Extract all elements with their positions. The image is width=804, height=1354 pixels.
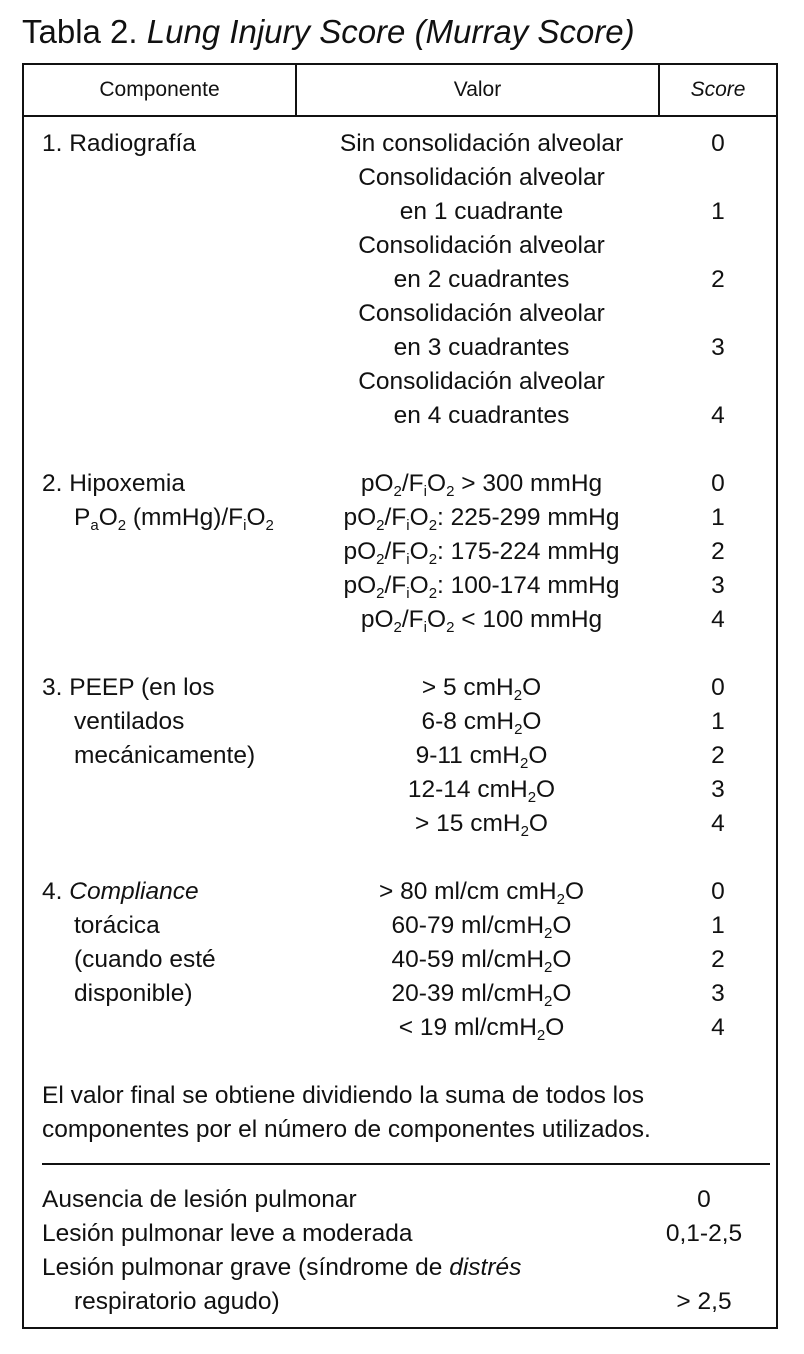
value-cell [309,603,654,637]
compliance-word: Compliance [69,878,199,905]
value-cell: Consolidación alveolar [358,368,605,395]
value-cell: Consolidación alveolar [358,300,605,327]
value-cell [309,569,654,603]
interpretation-value: > 2,5 [676,1288,732,1315]
component-compliance-line: (cuando esté [74,946,216,973]
value-cell [309,705,654,739]
score-cell: 0 [711,470,725,497]
interpretation-label: Ausencia de lesión pulmonar [42,1186,357,1213]
header-component: Componente [24,65,297,115]
table-header [24,65,776,117]
score-cell: 2 [711,266,725,293]
value-cell [309,501,654,535]
murray-score-table [22,63,778,1329]
note-line: componentes por el número de componentes utilizados. [42,1116,651,1143]
score-cell: 3 [711,572,725,599]
value-text: 12-14 cmH$_2$O [407,776,556,806]
score-cell: 3 [711,776,725,803]
interpretation-label-italic: distrés [449,1254,522,1281]
value-cell [309,875,654,909]
value-text: $pO_2/F_iO_2$: 225-299 mmHg [343,504,620,534]
value-cell: en 4 cuadrantes [393,402,570,429]
score-cell: 2 [711,538,725,565]
value-cell [309,467,654,501]
score-cell: 4 [711,1014,725,1041]
interpretation-label-cont: respiratorio agudo) [74,1288,280,1315]
score-cell: 4 [711,810,725,837]
interpretation-label: Lesión pulmonar leve a moderada [42,1220,413,1247]
compliance-number: 4. [42,878,70,905]
value-cell [309,739,654,773]
score-cell: 3 [711,334,725,361]
component-compliance-line: disponible) [74,980,193,1007]
component-radiography: 1. Radiografía [42,130,196,157]
interpretation-value: 0 [697,1186,711,1213]
value-cell [309,977,654,1011]
component-peep-line: ventilados [74,708,185,735]
score-cell: 0 [711,130,725,157]
value-cell [309,943,654,977]
score-cell: 2 [711,742,725,769]
score-cell: 3 [711,980,725,1007]
value-text: > 15 cmH$_2$O [415,810,548,840]
table-title-name: Lung Injury Score (Murray Score) [146,13,635,50]
value-cell: Consolidación alveolar [358,232,605,259]
value-text: $pO_2/F_iO_2 > 300$ mmHg [360,470,603,500]
value-cell [309,909,654,943]
header-score: Score [690,78,746,101]
value-text: $pO_2/F_iO_2$: 175-224 mmHg [343,538,620,568]
value-cell: Consolidación alveolar [358,164,605,191]
value-cell [309,807,654,841]
value-cell [309,773,654,807]
score-cell: 0 [711,878,725,905]
table-title [22,10,635,54]
value-text: 20-39 ml/cmH$_2$O [391,980,572,1010]
score-cell: 1 [711,708,725,735]
value-cell [309,1011,654,1045]
score-cell: 1 [711,504,725,531]
interpretation-value: 0,1-2,5 [665,1220,743,1247]
score-cell: 4 [711,606,725,633]
score-cell: 4 [711,402,725,429]
score-cell: 1 [711,198,725,225]
component-peep: 3. PEEP (en los [42,674,215,701]
hypoxemia-sublabel-text: $P_aO_2$ $(mmHg)/F_iO_2$ [74,504,274,534]
value-cell [309,535,654,569]
value-text: 60-79 ml/cmH$_2$O [391,912,572,942]
note-line: El valor final se obtiene dividiendo la suma de todos los [42,1082,644,1109]
value-text: $pO_2/F_iO_2 < 100$ mmHg [360,606,603,636]
score-cell: 0 [711,674,725,701]
score-cell: 2 [711,946,725,973]
value-cell: en 3 cuadrantes [393,334,570,361]
interpretation-label [42,1251,521,1285]
value-cell [309,671,654,705]
value-text: 9-11 cmH$_2$O [415,742,548,772]
value-text: $pO_2/F_iO_2$: 100-174 mmHg [343,572,620,602]
value-text: > 5 cmH$_2$O [421,674,542,704]
component-peep-line: mecánicamente) [74,742,256,769]
value-text: < 19 ml/cmH$_2$O [398,1014,565,1044]
divider [42,1163,770,1165]
component-compliance [42,875,199,909]
component-compliance-line: torácica [74,912,160,939]
interpretation-label-start: Lesión pulmonar grave (síndrome de [42,1254,450,1281]
hypoxemia-sublabel [74,501,274,535]
value-cell: en 1 cuadrante [399,198,564,225]
value-text: 6-8 cmH$_2$O [421,708,542,738]
value-cell: en 2 cuadrantes [393,266,570,293]
table-title-prefix: Tabla 2. [22,13,147,50]
component-hypoxemia: 2. Hipoxemia [42,470,185,497]
score-cell: 1 [711,912,725,939]
value-cell: Sin consolidación alveolar [339,130,624,157]
value-text: 40-59 ml/cmH$_2$O [391,946,572,976]
value-text: > 80 ml/cm cmH$_2$O [378,878,585,908]
header-value: Valor [297,65,660,115]
